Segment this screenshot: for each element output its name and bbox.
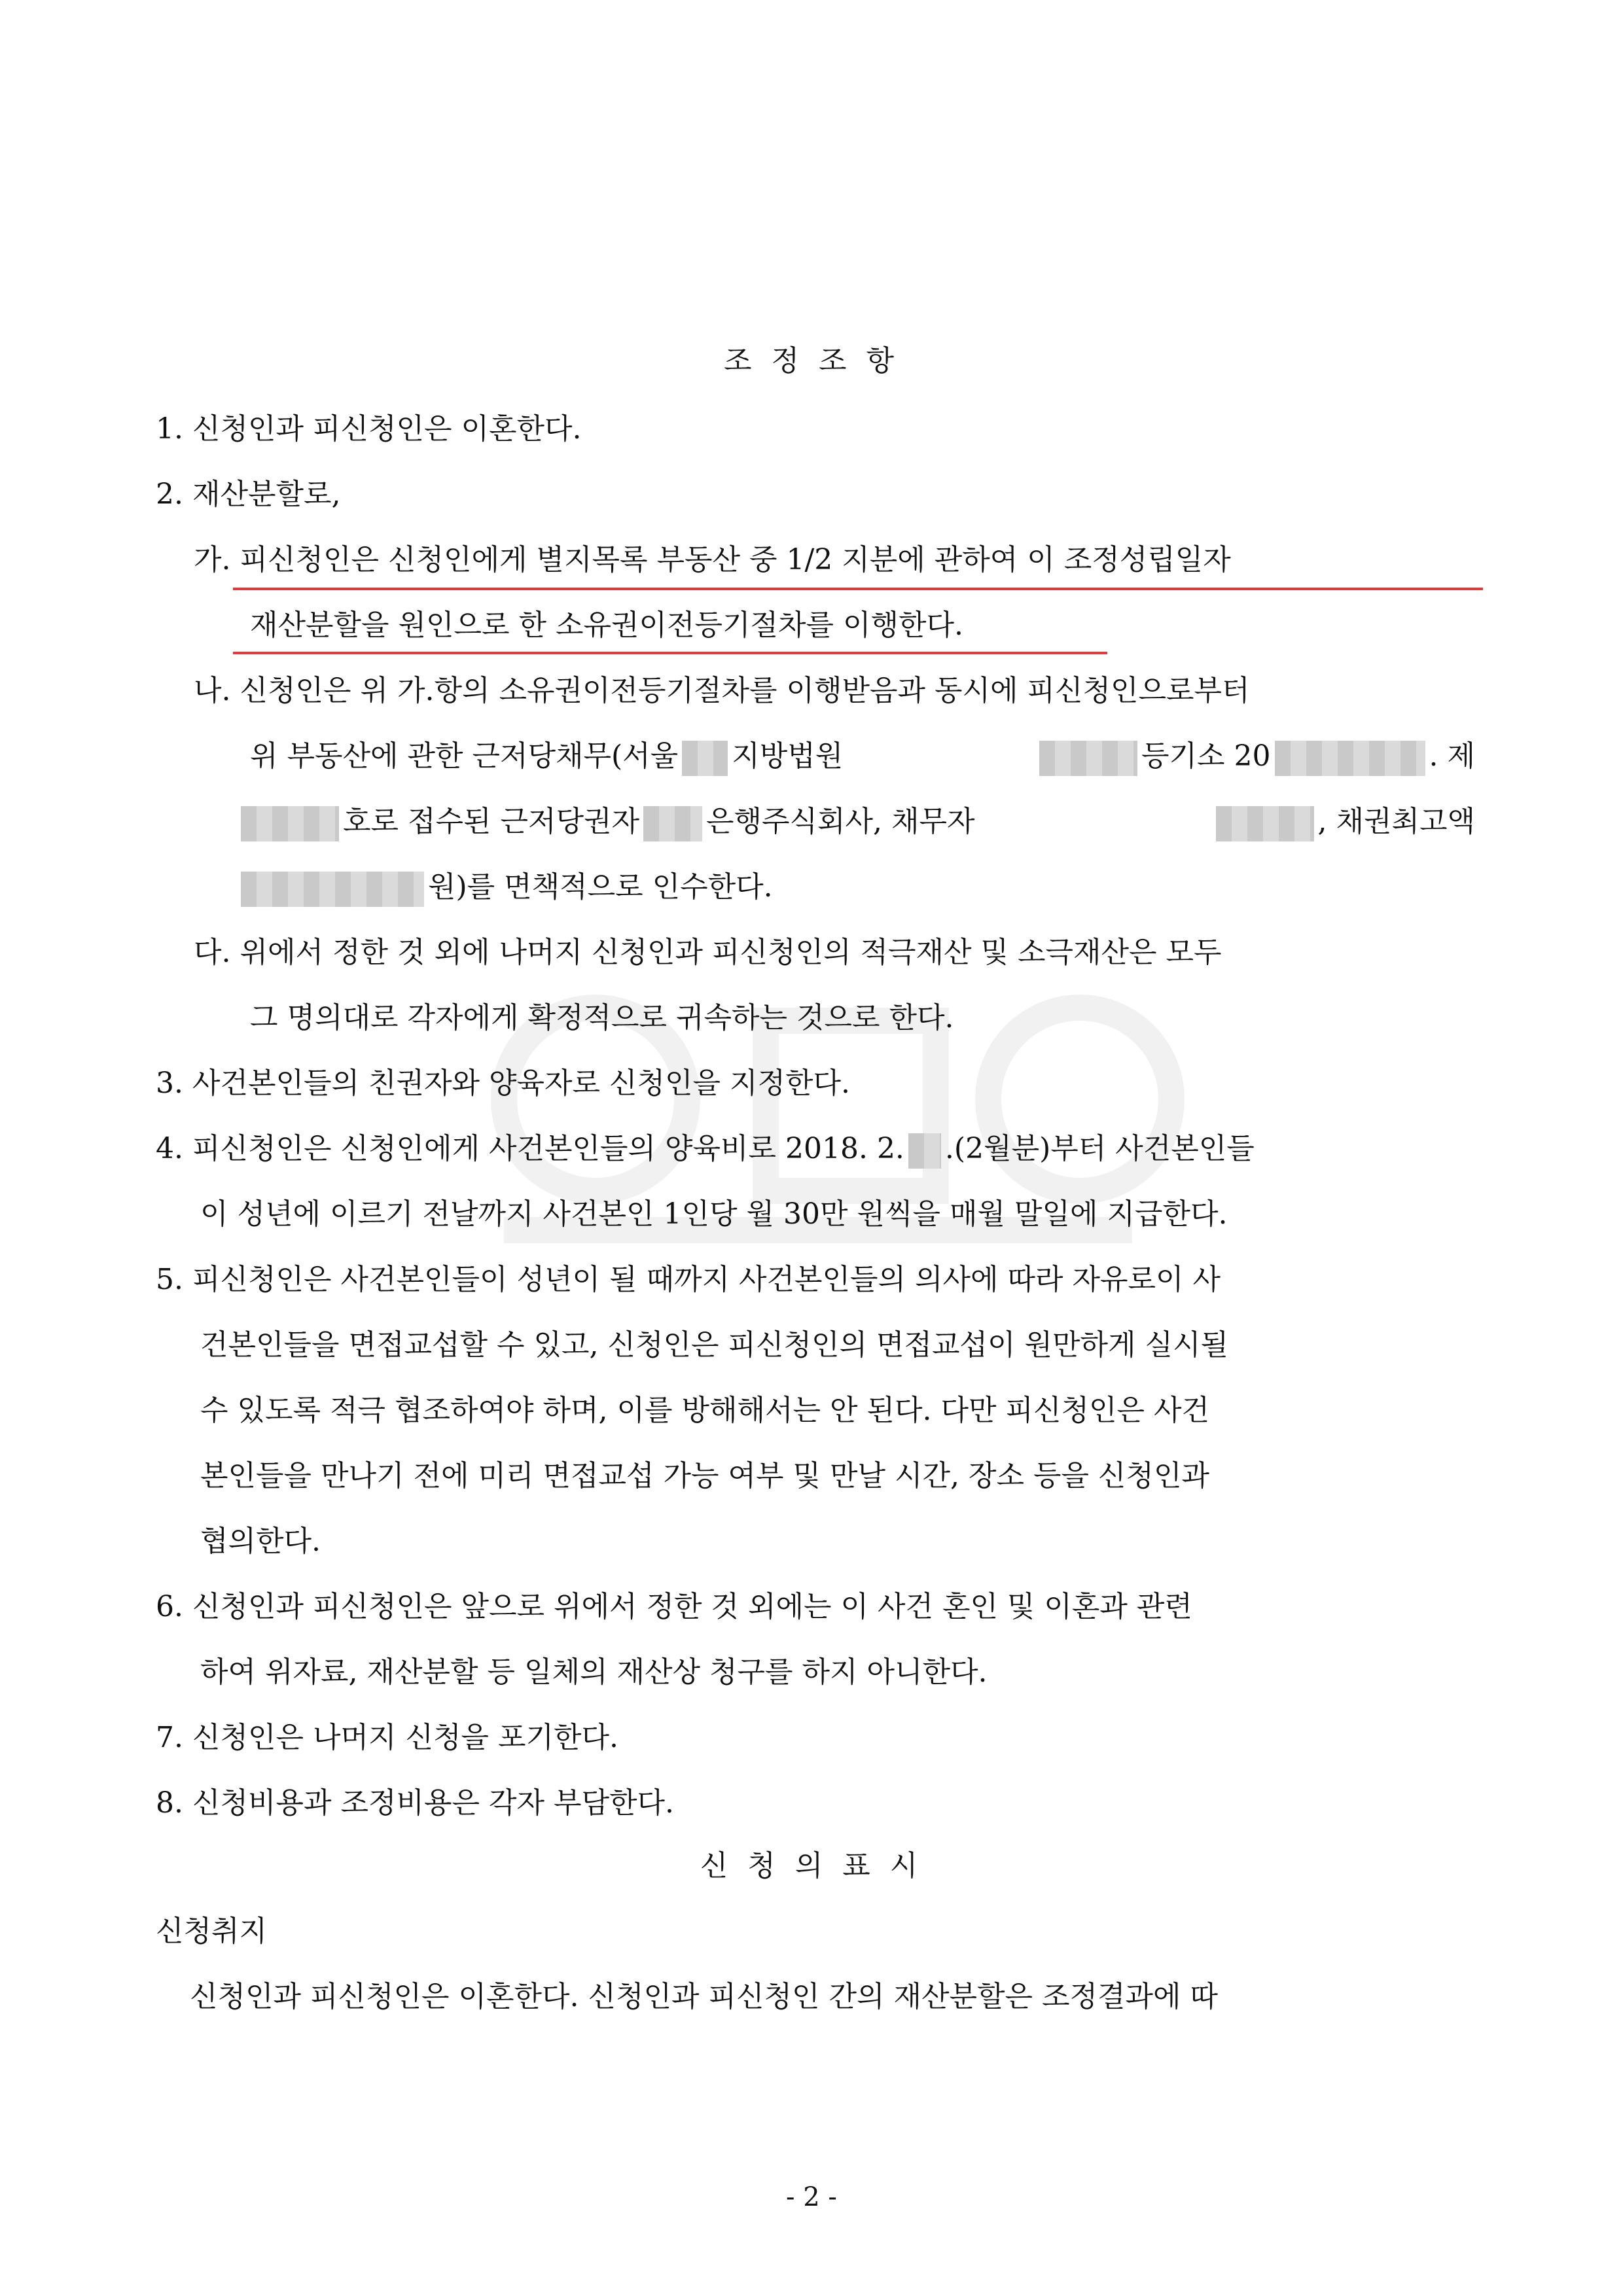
redaction-block (241, 806, 339, 841)
clause-5-line3: 수 있도록 적극 협조하여야 하며, 이를 방해해서는 안 된다. 다만 피신청인은 사건 (200, 1394, 1209, 1427)
clause-2-na-line1: 나. 신청인은 위 가.항의 소유권이전등기절차를 이행받음과 동시에 피신청인으로부터 (194, 674, 1250, 707)
clause-6-line1: 6. 신청인과 피신청인은 앞으로 위에서 정한 것 외에는 이 사건 혼인 및 이혼과 관련 (156, 1590, 1192, 1623)
clause-2: 2. 재산분할로, (156, 478, 341, 511)
clause-4-line2: 이 성년에 이르기 전날까지 사건본인 1인당 월 30만 원씩을 매월 말일에 지급한다. (200, 1197, 1228, 1231)
section2-line1: 신청인과 피신청인은 이혼한다. 신청인과 피신청인 간의 재산분할은 조정결과에 따 (190, 1980, 1219, 2013)
red-underline-1 (233, 588, 1483, 590)
clause-7: 7. 신청인은 나머지 신청을 포기한다. (156, 1721, 618, 1754)
redaction-block (1275, 741, 1425, 776)
clause-4-line1: 4. 피신청인은 신청인에게 사건본인들의 양육비로 2018. 2. .(2월분)부터 사건본인들 (156, 1129, 1475, 1169)
section-title: 조 정 조 항 (724, 344, 899, 378)
clause-2-da-line2: 그 명의대로 각자에게 확정적으로 귀속하는 것으로 한다. (250, 1001, 954, 1034)
clause-8: 8. 신청비용과 조정비용은 각자 부담한다. (156, 1786, 674, 1820)
clause-2-na-line3: 호로 접수된 근저당권자 은행주식회사, 채무자 , 채권최고액 (237, 802, 1475, 841)
clause-5-line2: 건본인들을 면접교섭할 수 있고, 신청인은 피신청인의 면접교섭이 원만하게 실시될 (200, 1328, 1229, 1362)
clause-5-line4: 본인들을 만나기 전에 미리 면접교섭 가능 여부 및 만날 시간, 장소 등을 신청인과 (200, 1459, 1209, 1492)
clause-2-na-line4: 원)를 면책적으로 인수한다. (237, 868, 773, 907)
clause-2-ga-text: 가. 피신청인은 신청인에게 별지목록 부동산 중 1/2 지분에 관하여 이 조정성립일자 (194, 543, 1231, 576)
clause-2-ga-line1 (194, 540, 1475, 580)
page-number: - 2 - (786, 2182, 837, 2212)
redaction-block (643, 806, 702, 841)
redaction-block (682, 741, 728, 776)
redaction-block (908, 1133, 941, 1169)
clause-2-ga-line2: 재산분할을 원인으로 한 소유권이전등기절차를 이행한다. (250, 609, 964, 642)
clause-2-na-line2: 위 부동산에 관한 근저당채무(서울 지방법원 등기소 20 . 제 (250, 737, 1475, 776)
clause-1: 1. 신청인과 피신청인은 이혼한다. (156, 412, 582, 446)
clause-6-line2: 하여 위자료, 재산분할 등 일체의 재산상 청구를 하지 아니한다. (200, 1655, 988, 1689)
clause-5-line1: 5. 피신청인은 사건본인들이 성년이 될 때까지 사건본인들의 의사에 따라 자유로이 사 (156, 1263, 1221, 1296)
clause-5-line5: 협의한다. (200, 1525, 321, 1558)
red-underline-2 (233, 652, 1107, 654)
clause-3: 3. 사건본인들의 친권자와 양육자로 신청인을 지정한다. (156, 1067, 850, 1100)
redaction-block (1216, 806, 1314, 841)
section2-heading: 신청취지 (156, 1915, 268, 1948)
redaction-block (1039, 741, 1137, 776)
section2-title: 신 청 의 표 시 (700, 1849, 923, 1882)
redaction-block (241, 872, 424, 907)
clause-2-da-line1: 다. 위에서 정한 것 외에 나머지 신청인과 피신청인의 적극재산 및 소극재산은 모두 (194, 936, 1222, 969)
